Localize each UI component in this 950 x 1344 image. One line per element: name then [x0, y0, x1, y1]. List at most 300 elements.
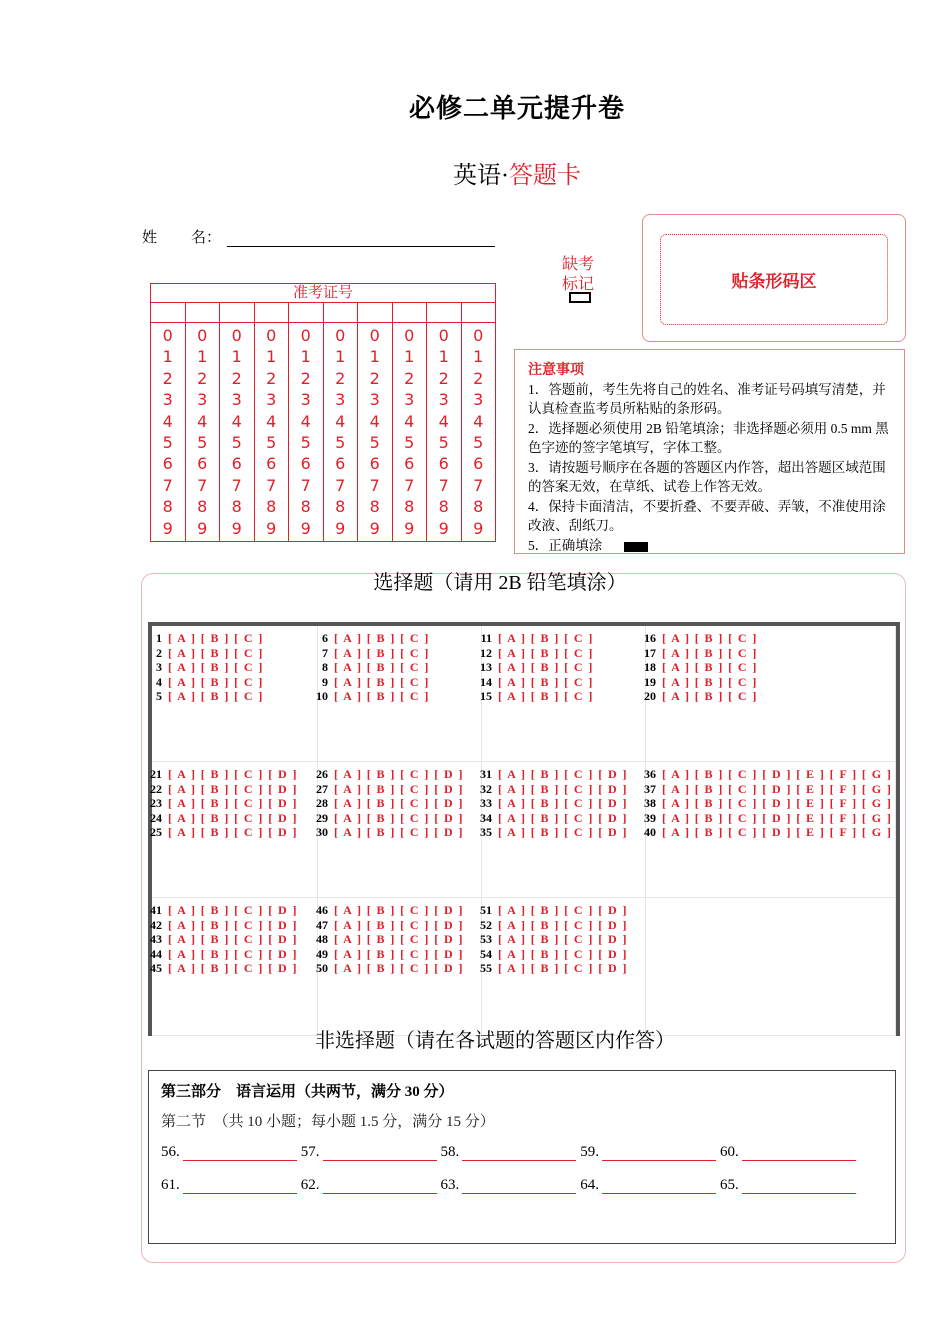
exam-id-digit-bubble[interactable]: 0 — [231, 326, 242, 345]
name-row — [142, 226, 495, 247]
exam-id-digit-bubble[interactable]: 2 — [473, 368, 484, 388]
answer-options[interactable]: [ A ] [ B ] [ C ] — [168, 689, 264, 704]
blank-line[interactable] — [323, 1146, 437, 1161]
question-number: 44 — [150, 946, 162, 961]
question-row — [470, 675, 594, 690]
exam-id-write-cell[interactable] — [289, 303, 324, 322]
exam-id-write-cells — [151, 303, 495, 323]
exam-id-digit-bubble[interactable]: 8 — [231, 497, 242, 517]
answer-options[interactable]: [ A ] [ B ] [ C ] [ D ] — [334, 825, 464, 840]
question-number: 25 — [150, 825, 162, 840]
exam-id-digit-bubble[interactable]: 4 — [335, 411, 346, 431]
question-number: 49 — [316, 946, 328, 961]
exam-id-digit-bubble[interactable]: 9 — [197, 518, 208, 538]
question-number: 53 — [480, 932, 492, 947]
question-number: 24 — [150, 810, 162, 825]
blank-line[interactable] — [462, 1179, 576, 1194]
answer-options[interactable]: [ A ] [ B ] [ C ] — [498, 689, 594, 704]
exam-id-digit-bubble[interactable]: 8 — [162, 497, 173, 517]
exam-id-digit-bubble[interactable]: 2 — [369, 368, 380, 388]
question-number: 1 — [156, 631, 162, 645]
exam-id-digit-bubble[interactable]: 9 — [231, 518, 242, 538]
answer-options[interactable]: [ A ] [ B ] [ C ] [ D ] — [168, 767, 298, 781]
question-block — [482, 898, 646, 1036]
question-row — [306, 660, 430, 675]
answer-options[interactable]: [ A ] [ B ] [ C ] [ D ] [ E ] [ F ] [ G ] — [662, 796, 893, 811]
answer-options[interactable]: [ A ] [ B ] [ C ] — [662, 645, 758, 660]
exam-id-write-cell[interactable] — [255, 303, 290, 322]
question-number: 28 — [316, 796, 328, 811]
absent-mark-box[interactable] — [569, 292, 591, 303]
answer-blank[interactable] — [161, 1144, 297, 1161]
question-number: 15 — [480, 689, 492, 704]
question-row — [470, 903, 628, 918]
blank-line[interactable] — [323, 1179, 437, 1194]
exam-id-digit-bubble[interactable]: 0 — [473, 326, 484, 345]
exam-id-digit-bubble[interactable]: 0 — [162, 326, 173, 345]
answer-options[interactable]: [ A ] [ B ] [ C ] — [662, 631, 758, 645]
exam-id-digit-bubble[interactable]: 4 — [231, 411, 242, 431]
question-row — [140, 660, 264, 675]
question-row — [140, 767, 298, 782]
question-number: 51 — [480, 903, 492, 917]
exam-id-digit-bubble[interactable]: 6 — [438, 454, 449, 474]
question-number: 13 — [480, 660, 492, 675]
question-block — [318, 626, 482, 762]
answer-options[interactable]: [ A ] [ B ] [ C ] [ D ] — [168, 932, 298, 947]
note-item: 4．保持卡面清洁，不要折叠、不要弄破、弄皱，不准使用涂改液、刮纸刀。 — [528, 499, 886, 533]
exam-id-digit-bubble[interactable]: 3 — [438, 390, 449, 410]
exam-id-digit-bubble[interactable]: 2 — [266, 368, 277, 388]
question-row — [634, 811, 892, 826]
blank-line[interactable] — [742, 1146, 856, 1161]
exam-id-digit-bubble[interactable]: 3 — [335, 390, 346, 410]
question-row — [140, 689, 264, 704]
question-number: 35 — [480, 825, 492, 840]
blank-line[interactable] — [183, 1179, 297, 1194]
exam-id-digit-bubble[interactable]: 4 — [438, 411, 449, 431]
question-number: 4 — [156, 674, 162, 689]
answer-options[interactable]: [ A ] [ B ] [ C ] [ D ] — [168, 810, 298, 825]
exam-id-digit-bubble[interactable]: 5 — [162, 433, 173, 453]
question-row — [140, 961, 298, 976]
exam-id-column — [427, 323, 462, 541]
question-row — [634, 767, 892, 782]
question-row — [140, 675, 264, 690]
exam-id-write-cell[interactable] — [358, 303, 393, 322]
exam-id-digit-bubble[interactable]: 2 — [162, 368, 173, 388]
answer-options[interactable]: [ A ] [ B ] [ C ] — [498, 645, 594, 660]
question-number: 31 — [480, 767, 492, 781]
exam-id-digit-bubble[interactable]: 6 — [300, 454, 311, 474]
blank-row-2 — [161, 1177, 860, 1194]
question-row — [306, 932, 464, 947]
answer-options[interactable]: [ A ] [ B ] [ C ] [ D ] — [168, 903, 298, 917]
exam-id-digit-bubble[interactable]: 7 — [300, 475, 311, 495]
question-number: 39 — [644, 810, 656, 825]
answer-options[interactable]: [ A ] [ B ] [ C ] [ D ] [ E ] [ F ] [ G ] — [662, 810, 893, 825]
question-number: 46 — [316, 903, 328, 917]
exam-id-digit-bubble[interactable]: 4 — [197, 411, 208, 431]
exam-id-digit-bubble[interactable]: 5 — [404, 433, 415, 453]
exam-id-digit-bubble[interactable]: 8 — [369, 497, 380, 517]
question-row — [140, 947, 298, 962]
exam-id-digit-bubble[interactable]: 8 — [438, 497, 449, 517]
answer-blank[interactable] — [720, 1177, 856, 1194]
answer-options[interactable]: [ A ] [ B ] [ C ] [ D ] — [498, 946, 628, 961]
exam-id-digit-bubble[interactable]: 3 — [404, 390, 415, 410]
exam-id-digit-bubble[interactable]: 1 — [473, 347, 484, 367]
question-number: 41 — [150, 903, 162, 917]
exam-id-digit-bubble[interactable]: 6 — [266, 454, 277, 474]
exam-id-digit-bubble[interactable]: 1 — [438, 347, 449, 367]
exam-id-digit-bubble[interactable]: 8 — [473, 497, 484, 517]
answer-options[interactable]: [ A ] [ B ] [ C ] [ D ] — [334, 961, 464, 976]
question-row — [140, 782, 298, 797]
question-number: 34 — [480, 810, 492, 825]
answer-options[interactable]: [ A ] [ B ] [ C ] [ D ] — [334, 932, 464, 947]
question-block — [646, 762, 896, 898]
answer-options[interactable]: [ A ] [ B ] [ C ] [ D ] [ E ] [ F ] [ G ] — [662, 781, 893, 796]
exam-id-digit-bubble[interactable]: 5 — [300, 433, 311, 453]
notes-box — [514, 349, 905, 554]
blank-line[interactable] — [602, 1146, 716, 1161]
question-number: 5 — [156, 689, 162, 704]
exam-id-digit-bubble[interactable]: 0 — [266, 326, 277, 345]
answer-options[interactable]: [ A ] [ B ] [ C ] — [334, 660, 430, 675]
exam-id-digit-bubble[interactable]: 8 — [404, 497, 415, 517]
blank-number: 58. — [440, 1144, 460, 1160]
question-number: 52 — [480, 917, 492, 932]
exam-id-digit-bubble[interactable]: 9 — [438, 518, 449, 538]
question-number: 30 — [316, 825, 328, 840]
exam-id-digit-bubble[interactable]: 9 — [404, 518, 415, 538]
question-row — [470, 631, 594, 646]
exam-id-digit-bubble[interactable]: 6 — [473, 454, 484, 474]
question-row — [470, 796, 628, 811]
exam-id-digit-bubble[interactable]: 3 — [266, 390, 277, 410]
exam-id-digit-bubble[interactable]: 8 — [266, 497, 277, 517]
exam-id-write-cell[interactable] — [220, 303, 255, 322]
exam-id-digit-bubble[interactable]: 8 — [300, 497, 311, 517]
question-number: 32 — [480, 781, 492, 796]
exam-id-digit-bubble[interactable]: 0 — [438, 326, 449, 345]
exam-id-digit-bubble[interactable]: 3 — [197, 390, 208, 410]
exam-id-digit-bubble[interactable]: 1 — [231, 347, 242, 367]
exam-id-digit-bubble[interactable]: 2 — [404, 368, 415, 388]
blank-number: 64. — [580, 1177, 599, 1193]
exam-id-digit-bubble[interactable]: 3 — [231, 390, 242, 410]
question-block — [482, 762, 646, 898]
part3-heading: 第三部分 语言运用（共两节，满分 30 分） — [161, 1084, 454, 1100]
answer-options[interactable]: [ A ] [ B ] [ C ] — [168, 674, 264, 689]
answer-options[interactable]: [ A ] [ B ] [ C ] [ D ] — [334, 767, 464, 781]
nonchoice-section-title: 非选择题（请在各试题的答题区内作答） — [315, 1030, 675, 1052]
question-number: 37 — [644, 781, 656, 796]
question-row — [634, 660, 758, 675]
exam-id-digit-bubble[interactable]: 1 — [369, 347, 380, 367]
answer-options[interactable]: [ A ] [ B ] [ C ] [ D ] — [498, 810, 628, 825]
blank-number: 63. — [440, 1177, 460, 1193]
exam-id-digit-bubble[interactable]: 4 — [473, 411, 484, 431]
answer-options[interactable]: [ A ] [ B ] [ C ] [ D ] [ E ] [ F ] [ G ] — [662, 825, 893, 840]
question-number: 45 — [150, 961, 162, 976]
answer-options[interactable]: [ A ] [ B ] [ C ] — [168, 631, 264, 645]
answer-options[interactable]: [ A ] [ B ] [ C ] [ D ] — [168, 781, 298, 796]
exam-id-digit-bubble[interactable]: 8 — [197, 497, 208, 517]
answer-options[interactable]: [ A ] [ B ] [ C ] — [662, 660, 758, 675]
question-block — [318, 762, 482, 898]
subtitle-card: 答题卡 — [509, 163, 581, 189]
exam-id-digit-bubble[interactable]: 2 — [335, 368, 346, 388]
exam-id-digit-bubble[interactable]: 6 — [369, 454, 380, 474]
exam-id-digit-bubble[interactable]: 7 — [404, 475, 415, 495]
barcode-label: 贴条形码区 — [660, 234, 888, 325]
question-block — [318, 898, 482, 1036]
note-item-5-text: 5．正确填涂 — [528, 538, 603, 553]
note-item: 2．选择题必须使用 2B 铅笔填涂；非选择题必须用 0.5 mm 黑色字迹的签字笔填写，字体工整。 — [528, 421, 889, 455]
answer-blank[interactable] — [441, 1144, 577, 1161]
exam-id-digit-bubble[interactable]: 6 — [335, 454, 346, 474]
exam-id-write-cell[interactable] — [462, 303, 496, 322]
question-row — [306, 811, 464, 826]
exam-id-write-cell[interactable] — [393, 303, 428, 322]
answer-options[interactable]: [ A ] [ B ] [ C ] — [662, 689, 758, 704]
question-number: 55 — [480, 961, 492, 976]
answer-options[interactable]: [ A ] [ B ] [ C ] [ D ] — [334, 781, 464, 796]
exam-id-digit-bubble[interactable]: 3 — [369, 390, 380, 410]
question-row — [470, 825, 628, 840]
answer-options[interactable]: [ A ] [ B ] [ C ] [ D ] — [168, 946, 298, 961]
exam-id-box — [150, 283, 496, 542]
question-row — [140, 631, 264, 646]
exam-id-digit-bubble[interactable]: 4 — [300, 411, 311, 431]
exam-id-digit-bubble[interactable]: 2 — [197, 368, 208, 388]
answer-options[interactable]: [ A ] [ B ] [ C ] [ D ] — [498, 932, 628, 947]
question-block — [646, 626, 896, 762]
exam-id-digit-bubble[interactable]: 1 — [335, 347, 346, 367]
exam-id-write-cell[interactable] — [186, 303, 221, 322]
subtitle — [0, 155, 950, 190]
question-block — [152, 626, 318, 762]
choice-grid — [148, 622, 900, 1036]
answer-blank[interactable] — [441, 1177, 577, 1194]
exam-id-column — [220, 323, 255, 541]
exam-id-column — [324, 323, 359, 541]
exam-id-write-cell[interactable] — [427, 303, 462, 322]
question-row — [470, 767, 628, 782]
exam-id-digit-bubble[interactable]: 3 — [473, 390, 484, 410]
exam-id-column — [151, 323, 186, 541]
exam-id-digit-bubble[interactable]: 6 — [197, 454, 208, 474]
exam-id-digit-bubble[interactable]: 6 — [162, 454, 173, 474]
question-number: 12 — [480, 645, 492, 660]
question-row — [140, 646, 264, 661]
answer-blank[interactable] — [580, 1144, 716, 1161]
answer-options[interactable]: [ A ] [ B ] [ C ] [ D ] — [498, 917, 628, 932]
exam-id-write-cell[interactable] — [324, 303, 359, 322]
exam-id-column — [289, 323, 324, 541]
question-row — [140, 932, 298, 947]
question-number: 26 — [316, 767, 328, 781]
question-number: 40 — [644, 825, 656, 840]
notes-title: 注意事项 — [528, 363, 584, 378]
question-row — [140, 918, 298, 933]
subtitle-subject: 英语· — [453, 163, 509, 189]
exam-id-digit-bubble[interactable]: 4 — [266, 411, 277, 431]
blank-line[interactable] — [602, 1179, 716, 1194]
question-number: 22 — [150, 781, 162, 796]
exam-id-digit-bubble[interactable]: 7 — [369, 475, 380, 495]
note-item: 3．请按题号顺序在各题的答题区内作答，超出答题区域范围的答案无效，在草纸、试卷上作答无效。 — [528, 460, 886, 494]
question-number: 14 — [480, 674, 492, 689]
answer-options[interactable]: [ A ] [ B ] [ C ] [ D ] — [498, 903, 628, 917]
exam-id-digit-bubble[interactable]: 7 — [335, 475, 346, 495]
exam-id-column — [462, 323, 496, 541]
question-row — [306, 903, 464, 918]
exam-id-digit-bubble[interactable]: 0 — [404, 326, 415, 345]
exam-id-digit-bubble[interactable]: 0 — [369, 326, 380, 345]
name-field[interactable] — [227, 230, 495, 247]
exam-id-digit-bubble[interactable]: 8 — [335, 497, 346, 517]
exam-id-digit-bubble[interactable]: 5 — [473, 433, 484, 453]
exam-id-digit-bubble[interactable]: 6 — [404, 454, 415, 474]
choice-section-title: 选择题（请用 2B 铅笔填涂） — [373, 572, 627, 594]
absent-mark-label: 缺考标记 — [561, 256, 594, 293]
exam-id-digit-bubble[interactable]: 1 — [404, 347, 415, 367]
blank-line[interactable] — [183, 1146, 297, 1161]
question-number: 8 — [322, 660, 328, 675]
exam-id-digit-bubble[interactable]: 3 — [300, 390, 311, 410]
blank-number: 57. — [300, 1144, 320, 1160]
answer-options[interactable]: [ A ] [ B ] [ C ] — [168, 660, 264, 675]
exam-id-digit-bubble[interactable]: 4 — [369, 411, 380, 431]
blank-line[interactable] — [462, 1146, 576, 1161]
answer-options[interactable]: [ A ] [ B ] [ C ] [ D ] — [334, 796, 464, 811]
question-row — [306, 961, 464, 976]
answer-options[interactable]: [ A ] [ B ] [ C ] [ D ] — [498, 961, 628, 976]
question-row — [306, 675, 430, 690]
blank-number: 61. — [161, 1177, 180, 1193]
blank-line[interactable] — [742, 1179, 856, 1194]
answer-options[interactable]: [ A ] [ B ] [ C ] [ D ] — [334, 810, 464, 825]
question-number: 48 — [316, 932, 328, 947]
exam-id-bubbles — [151, 323, 495, 541]
blank-number: 56. — [161, 1144, 180, 1160]
exam-id-digit-bubble[interactable]: 1 — [266, 347, 277, 367]
answer-options[interactable]: [ A ] [ B ] [ C ] [ D ] — [168, 825, 298, 840]
answer-options[interactable]: [ A ] [ B ] [ C ] [ D ] — [498, 825, 628, 840]
question-number: 21 — [150, 767, 162, 781]
exam-id-digit-bubble[interactable]: 2 — [231, 368, 242, 388]
exam-id-digit-bubble[interactable]: 5 — [266, 433, 277, 453]
answer-blank[interactable] — [301, 1144, 437, 1161]
answer-options[interactable]: [ A ] [ B ] [ C ] [ D ] [ E ] [ F ] [ G ] — [662, 767, 893, 781]
exam-id-digit-bubble[interactable]: 7 — [197, 475, 208, 495]
exam-id-digit-bubble[interactable]: 9 — [162, 518, 173, 538]
question-number: 23 — [150, 796, 162, 811]
exam-id-digit-bubble[interactable]: 0 — [197, 326, 208, 345]
exam-id-digit-bubble[interactable]: 9 — [335, 518, 346, 538]
exam-id-digit-bubble[interactable]: 7 — [162, 475, 173, 495]
exam-id-digit-bubble[interactable]: 5 — [438, 433, 449, 453]
part3-box — [148, 1070, 896, 1244]
question-row — [470, 918, 628, 933]
answer-options[interactable]: [ A ] [ B ] [ C ] [ D ] — [334, 917, 464, 932]
answer-blank[interactable] — [580, 1177, 716, 1194]
answer-options[interactable]: [ A ] [ B ] [ C ] [ D ] — [498, 767, 628, 781]
answer-options[interactable]: [ A ] [ B ] [ C ] — [662, 674, 758, 689]
answer-options[interactable]: [ A ] [ B ] [ C ] [ D ] — [168, 917, 298, 932]
answer-options[interactable]: [ A ] [ B ] [ C ] — [334, 689, 430, 704]
question-number: 27 — [316, 781, 328, 796]
question-number: 36 — [644, 767, 656, 781]
exam-id-digit-bubble[interactable]: 7 — [438, 475, 449, 495]
section2-heading: 第二节 （共 10 小题；每小题 1.5 分，满分 15 分） — [161, 1114, 495, 1130]
exam-id-digit-bubble[interactable]: 7 — [231, 475, 242, 495]
exam-id-digit-bubble[interactable]: 9 — [473, 518, 484, 538]
exam-id-digit-bubble[interactable]: 9 — [369, 518, 380, 538]
question-number: 17 — [644, 645, 656, 660]
exam-id-digit-bubble[interactable]: 1 — [162, 347, 173, 367]
blank-row-1 — [161, 1144, 860, 1161]
answer-blank[interactable] — [161, 1177, 297, 1194]
answer-options[interactable]: [ A ] [ B ] [ C ] — [334, 645, 430, 660]
answer-options[interactable]: [ A ] [ B ] [ C ] [ D ] — [334, 903, 464, 917]
answer-options[interactable]: [ A ] [ B ] [ C ] — [334, 674, 430, 689]
exam-id-digit-bubble[interactable]: 9 — [300, 518, 311, 538]
exam-id-digit-bubble[interactable]: 0 — [335, 326, 346, 345]
exam-id-digit-bubble[interactable]: 4 — [404, 411, 415, 431]
question-row — [140, 796, 298, 811]
exam-id-digit-bubble[interactable]: 5 — [369, 433, 380, 453]
question-number: 20 — [644, 689, 656, 704]
exam-id-digit-bubble[interactable]: 1 — [197, 347, 208, 367]
question-number: 10 — [316, 689, 328, 704]
answer-options[interactable]: [ A ] [ B ] [ C ] [ D ] — [498, 796, 628, 811]
answer-options[interactable]: [ A ] [ B ] [ C ] — [498, 660, 594, 675]
answer-options[interactable]: [ A ] [ B ] [ C ] [ D ] — [334, 946, 464, 961]
question-row — [470, 961, 628, 976]
answer-options[interactable]: [ A ] [ B ] [ C ] — [498, 631, 594, 645]
answer-options[interactable]: [ A ] [ B ] [ C ] — [168, 645, 264, 660]
exam-id-digit-bubble[interactable]: 5 — [197, 433, 208, 453]
exam-id-digit-bubble[interactable]: 2 — [438, 368, 449, 388]
exam-id-digit-bubble[interactable]: 4 — [162, 411, 173, 431]
exam-id-digit-bubble[interactable]: 0 — [300, 326, 311, 345]
exam-id-digit-bubble[interactable]: 5 — [335, 433, 346, 453]
answer-blank[interactable] — [720, 1144, 856, 1161]
question-row — [306, 782, 464, 797]
answer-options[interactable]: [ A ] [ B ] [ C ] [ D ] — [168, 796, 298, 811]
exam-id-digit-bubble[interactable]: 6 — [231, 454, 242, 474]
exam-id-write-cell[interactable] — [151, 303, 186, 322]
exam-id-digit-bubble[interactable]: 1 — [300, 347, 311, 367]
exam-id-digit-bubble[interactable]: 3 — [162, 390, 173, 410]
exam-id-digit-bubble[interactable]: 2 — [300, 368, 311, 388]
question-block — [152, 898, 318, 1036]
exam-id-digit-bubble[interactable]: 7 — [266, 475, 277, 495]
exam-id-digit-bubble[interactable]: 7 — [473, 475, 484, 495]
answer-blank[interactable] — [301, 1177, 437, 1194]
question-number: 2 — [156, 645, 162, 660]
answer-options[interactable]: [ A ] [ B ] [ C ] [ D ] — [168, 961, 298, 976]
exam-id-digit-bubble[interactable]: 5 — [231, 433, 242, 453]
exam-id-digit-bubble[interactable]: 9 — [266, 518, 277, 538]
answer-options[interactable]: [ A ] [ B ] [ C ] — [334, 631, 430, 645]
answer-options[interactable]: [ A ] [ B ] [ C ] — [498, 674, 594, 689]
answer-options[interactable]: [ A ] [ B ] [ C ] [ D ] — [498, 781, 628, 796]
